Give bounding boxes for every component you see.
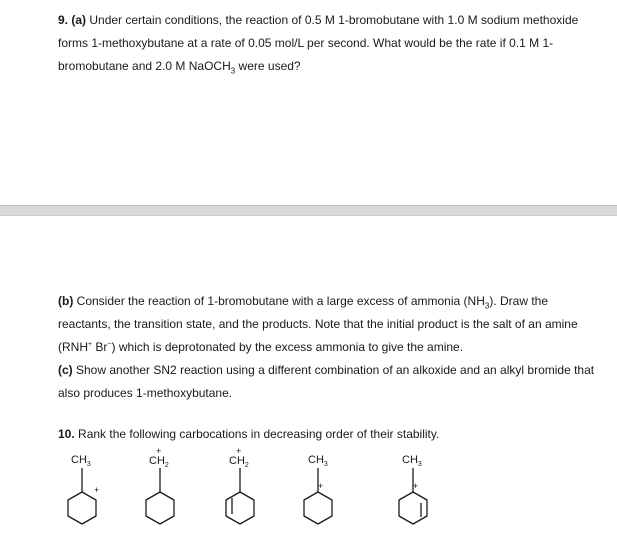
question-10 <box>58 423 598 446</box>
part-label-c: (c) <box>58 363 73 377</box>
question-9b-text-3: Br <box>92 340 108 354</box>
methylene-label: $CH_2$ <box>229 455 249 469</box>
cyclohexane-ring <box>304 492 332 524</box>
carbocation-1 <box>68 454 99 524</box>
subscript-3: 3 <box>484 301 490 311</box>
positive-charge: + <box>236 448 242 456</box>
cyclohexene-ring <box>399 492 427 524</box>
positive-charge: + <box>413 481 419 491</box>
question-9a-text-end: were used? <box>235 59 301 73</box>
carbocation-2 <box>146 448 174 524</box>
carbocation-structures-svg <box>0 448 617 548</box>
question-10-text: Rank the following carbocations in decreasing order of their stability. <box>74 427 440 441</box>
carbocation-5 <box>399 454 427 524</box>
positive-charge: + <box>318 481 324 491</box>
methyl-label: $CH_3$ <box>402 454 422 468</box>
methyl-label: $CH_3$ <box>308 454 328 468</box>
cyclohexene-ring <box>226 492 254 524</box>
question-number: 9. <box>58 13 69 27</box>
section-divider <box>0 205 617 216</box>
superscript-plus: + <box>88 341 93 348</box>
carbocation-3 <box>226 448 254 524</box>
methylene-label: $CH_2$ <box>149 455 169 469</box>
question-9b-text-2: ). Draw the reactants, the transition state, and the products. Note that the initial product is the salt of an amine (RNH <box>58 294 578 354</box>
part-label-a: (a) <box>71 13 87 27</box>
part-label-b: (b) <box>58 294 74 308</box>
subscript-3: 3 <box>230 66 236 76</box>
positive-charge: + <box>156 448 162 456</box>
question-number: 10. <box>58 427 75 441</box>
cyclohexane-ring <box>68 492 96 524</box>
question-9b-text-4: ) which is deprotonated by the excess ammonia to give the amine. <box>111 340 464 354</box>
carbocation-4 <box>304 454 332 524</box>
cyclohexane-ring <box>146 492 174 524</box>
question-9a-text: Under certain conditions, the reaction of 0.5 M 1-bromobutane with 1.0 M sodium methoxide forms 1-methoxybutane at a rate of 0.05 mol/L per second. What would be the rate if 0.1 M 1-bromobutane and 2.0 M NaOCH <box>58 13 579 73</box>
question-9a <box>58 9 598 78</box>
carbocation-structures <box>0 448 617 548</box>
superscript-minus: − <box>107 341 112 348</box>
question-9c-text: Show another SN2 reaction using a different combination of an alkoxide and an alkyl bromide that also produces 1-methoxybutane. <box>58 363 595 400</box>
methyl-label: $CH_3$ <box>71 454 91 468</box>
question-9bc <box>58 290 598 405</box>
question-9b-text-1: Consider the reaction of 1-bromobutane with a large excess of ammonia (NH <box>73 294 485 308</box>
positive-charge: + <box>94 485 100 495</box>
